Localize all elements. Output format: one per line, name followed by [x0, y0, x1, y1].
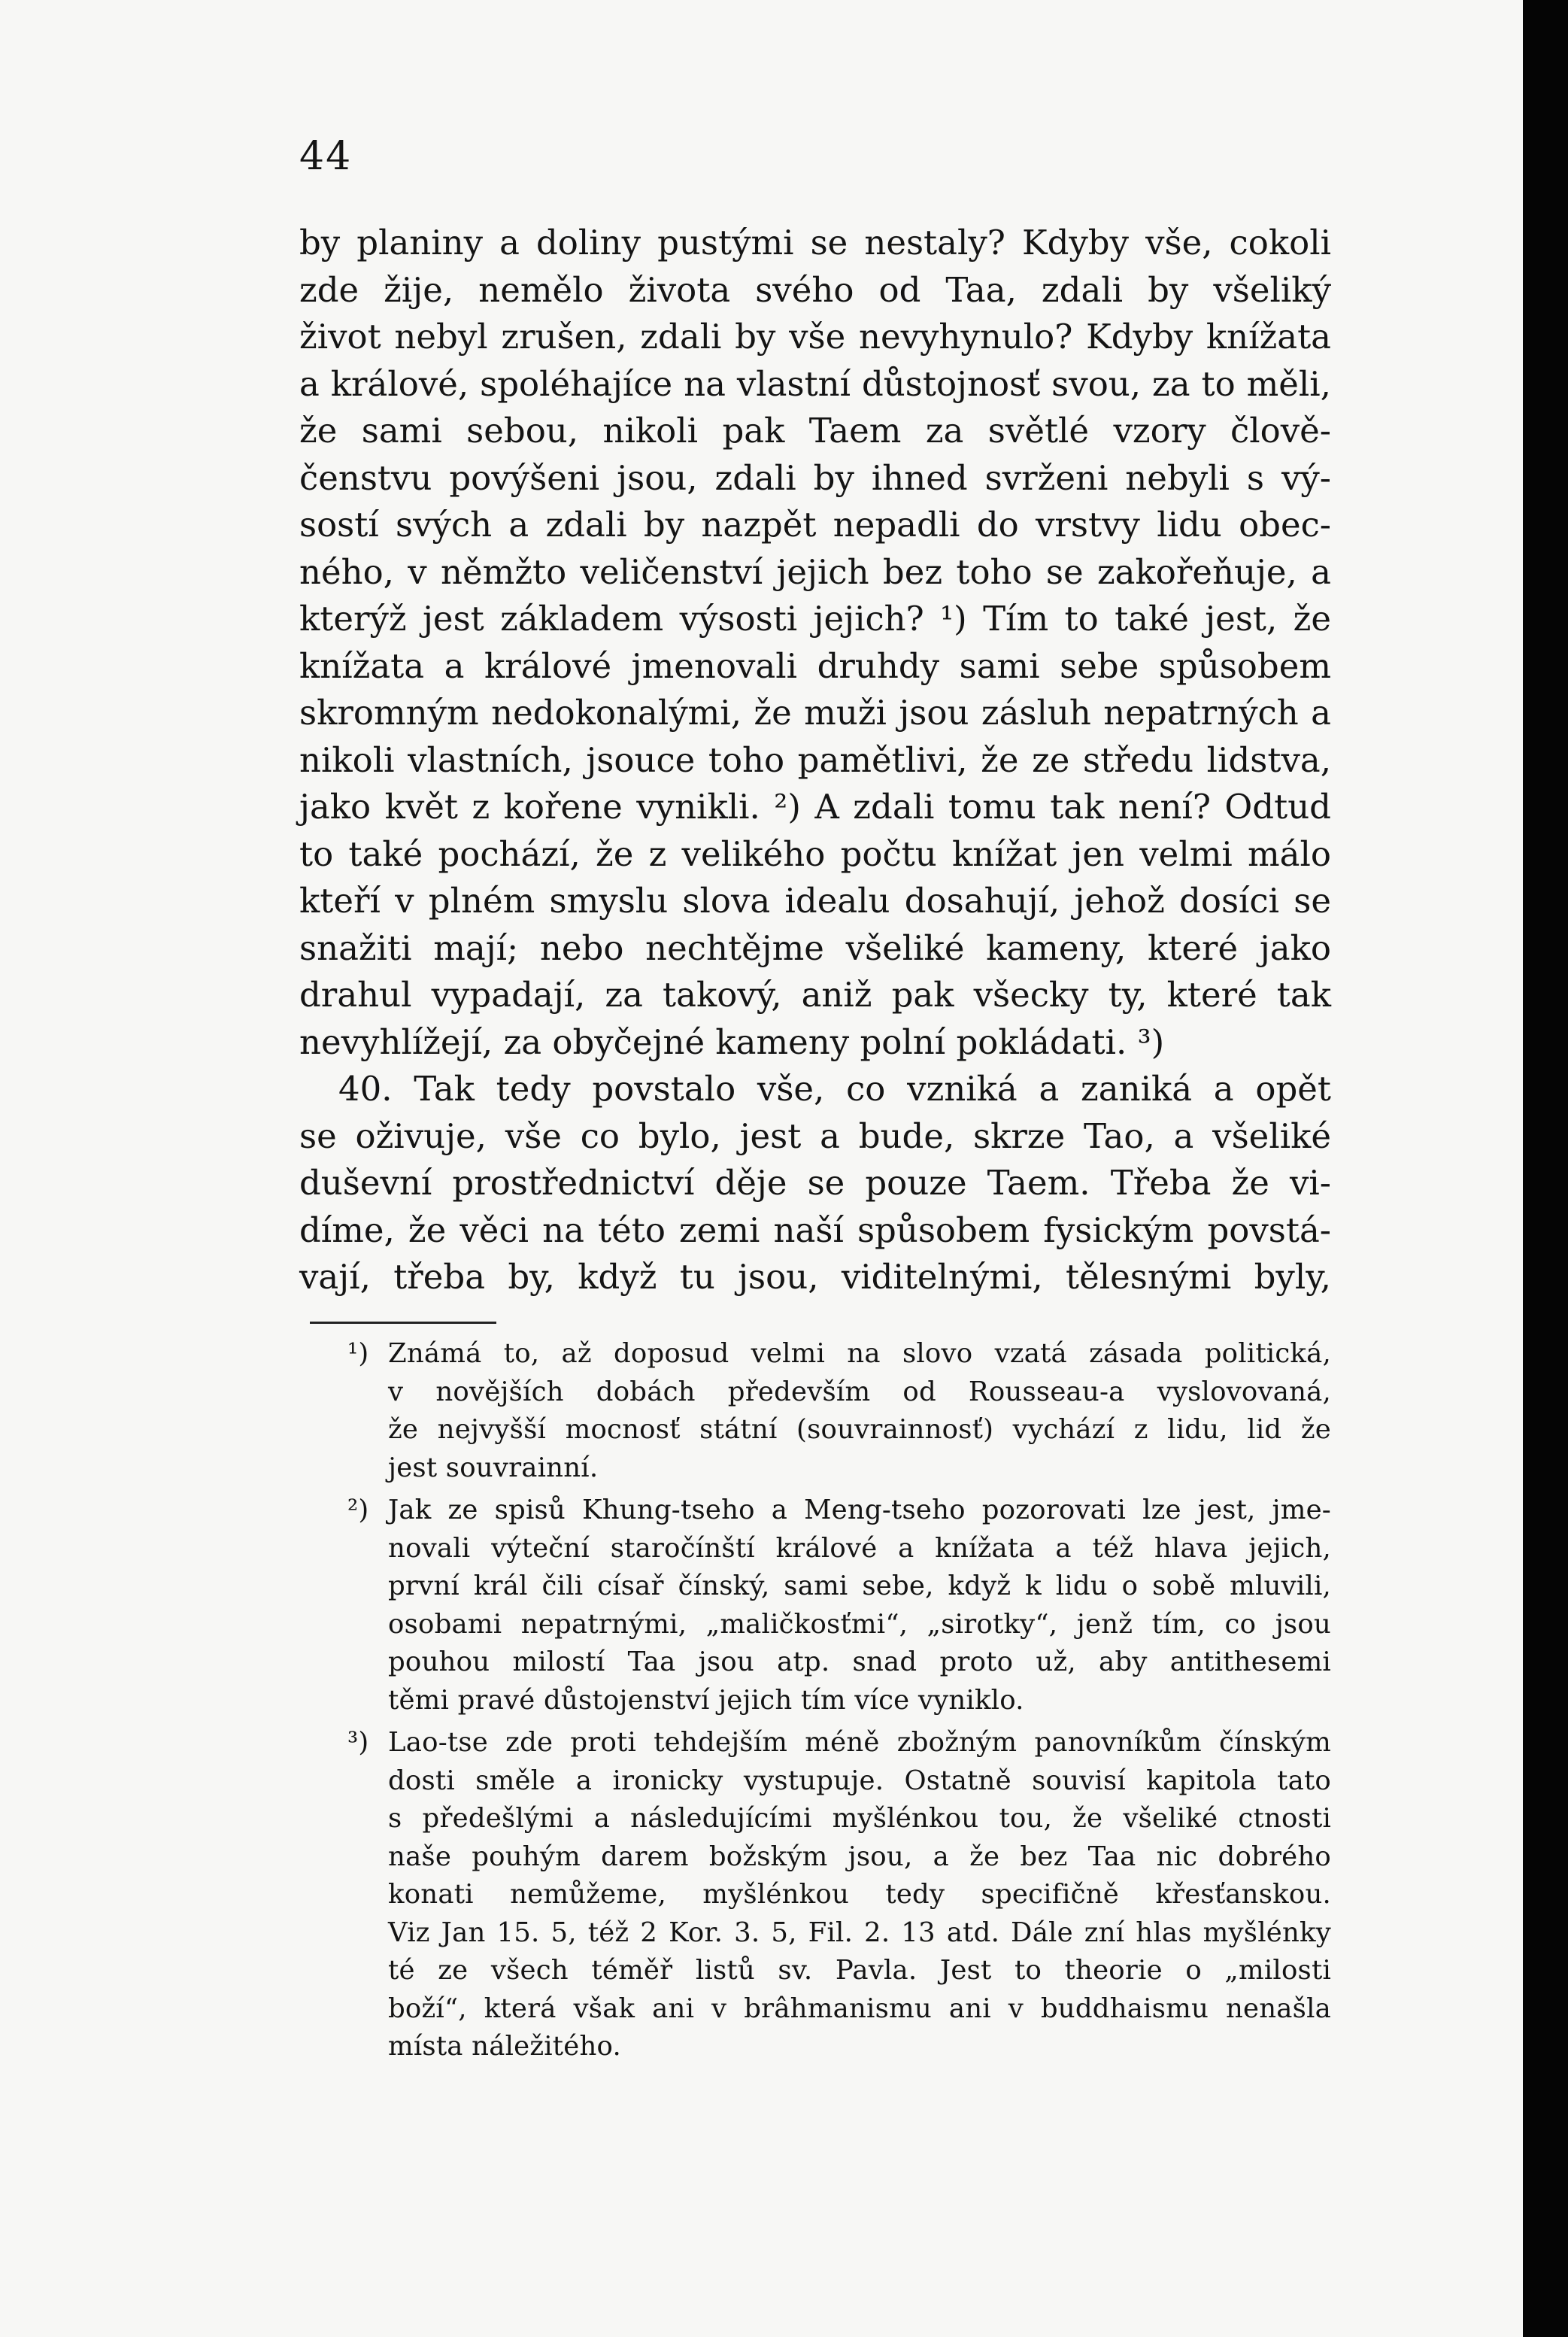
footnote-line: s předešlými a následujícími myšlénkou tou, že všeliké ctnosti	[388, 1803, 1331, 1834]
footnote-line: jest souvrainní.	[388, 1452, 599, 1483]
body-line: ného, v němžto veličenství jejich bez toho se zakořeňuje, a	[299, 551, 1331, 592]
footnote-3	[347, 1724, 1331, 2066]
body-line: vají, třeba by, když tu jsou, viditelnými, tělesnými byly,	[299, 1257, 1331, 1297]
footnote-line: konati nemůžeme, myšlénkou tedy specifičně křesťanskou.	[388, 1879, 1331, 1910]
footnote-line: naše pouhým darem božským jsou, a že bez Taa nic dobrého	[388, 1841, 1331, 1872]
footnote-line: Známá to, až doposud velmi na slovo vzatá zásada politická,	[388, 1338, 1331, 1369]
footnote-line: novali výteční staročínští králové a knížata a též hlava jejich,	[388, 1532, 1331, 1564]
body-line: že sami sebou, nikoli pak Taem za světlé vzory člově-	[299, 411, 1331, 451]
footnote-line: Jak ze spisů Khung-tseho a Meng-tseho pozorovati lze jest, jme-	[388, 1495, 1331, 1525]
footnote-line: Lao-tse zde proti tehdejším méně zbožným panovníkům čínským	[388, 1727, 1331, 1758]
footnote-marker: ³)	[347, 1727, 369, 1758]
footnote-2	[347, 1492, 1331, 1719]
footnotes	[347, 1335, 1331, 2066]
body-line: skromným nedokonalými, že muži jsou zásluh nepatrných a	[299, 693, 1331, 733]
footnote-line: dosti směle a ironicky vystupuje. Ostatně souvisí kapitola tato	[388, 1765, 1331, 1796]
body-line: drahul vypadají, za takový, aniž pak všecky ty, které tak	[299, 975, 1331, 1015]
footnote-line: těmi pravé důstojenství jejich tím více vyniklo.	[388, 1684, 1024, 1716]
footnote-line: boží“, která však ani v brâhmanismu ani v buddhaismu nenašla	[388, 1993, 1331, 2024]
body-line: duševní prostřednictví děje se pouze Taem. Třeba že vi-	[299, 1163, 1331, 1203]
paragraph-40-start: 40. Tak tedy povstalo vše, co vzniká a zaniká a opět	[338, 1069, 1331, 1109]
footnote-line: že nejvyšší mocnosť státní (souvrainnosť) vychází z lidu, lid že	[388, 1414, 1331, 1445]
body-line: čenstvu povýšeni jsou, zdali by ihned svrženi nebyli s vý-	[299, 457, 1331, 498]
body-line: život nebyl zrušen, zdali by vše nevyhynulo? Kdyby knížata	[299, 317, 1331, 357]
body-line: snažiti mají; nebo nechtějme všeliké kameny, které jako	[299, 927, 1331, 968]
body-line: a králové, spoléhajíce na vlastní důstojnosť svou, za to měli,	[299, 363, 1331, 404]
body-line: kterýž jest základem výsosti jejich? ¹) Tím to také jest, že	[299, 599, 1331, 639]
body-line: sostí svých a zdali by nazpět nepadli do vrstvy lidu obec-	[299, 505, 1331, 545]
footnote-line: v novějších dobách především od Rousseau-a vyslovovaná,	[388, 1376, 1331, 1407]
body-line: nikoli vlastních, jsouce toho pamětlivi, že ze středu lidstva,	[299, 739, 1331, 780]
footnote-marker: ¹)	[347, 1338, 369, 1369]
page-number: 44	[299, 134, 353, 179]
body-line: zde žije, nemělo života svého od Taa, zdali by všeliký	[299, 269, 1331, 310]
body-line: nevyhlížejí, za obyčejné kameny polní pokládati. ³)	[299, 1021, 1165, 1062]
scan-border	[1523, 0, 1568, 2337]
footnote-line: místa náležitého.	[388, 2031, 621, 2062]
body-line: díme, že věci na této zemi naší spůsobem fysickým povstá-	[299, 1209, 1331, 1250]
footnote-line: Viz Jan 15. 5, též 2 Kor. 3. 5, Fil. 2. 13 atd. Dále zní hlas myšlénky	[388, 1917, 1331, 1948]
footnote-line: osobami nepatrnými, „maličkosťmi“, „sirotky“, jenž tím, co jsou	[388, 1608, 1331, 1640]
footnote-marker: ²)	[347, 1495, 369, 1525]
body-line: se oživuje, vše co bylo, jest a bude, skrze Tao, a všeliké	[299, 1115, 1331, 1156]
body-text	[299, 220, 1331, 1301]
body-line: to také pochází, že z velikého počtu knížat jen velmi málo	[299, 833, 1331, 874]
body-line: kteří v plném smyslu slova idealu dosahují, jehož dosíci se	[299, 881, 1331, 921]
footnote-divider	[310, 1322, 496, 1324]
footnote-line: té ze všech téměř listů sv. Pavla. Jest to theorie o „milosti	[388, 1955, 1331, 1986]
body-line: knížata a králové jmenovali druhdy sami sebe spůsobem	[299, 645, 1331, 686]
footnote-line: pouhou milostí Taa jsou atp. snad proto už, aby antithesemi	[388, 1647, 1331, 1677]
footnote-1	[347, 1335, 1331, 1487]
body-line: jako květ z kořene vynikli. ²) A zdali tomu tak není? Odtud	[299, 787, 1331, 827]
footnote-line: první král čili císař čínský, sami sebe, když k lidu o sobě mluvili,	[388, 1571, 1331, 1601]
body-line: by planiny a doliny pustými se nestaly? Kdyby vše, cokoli	[299, 223, 1331, 263]
